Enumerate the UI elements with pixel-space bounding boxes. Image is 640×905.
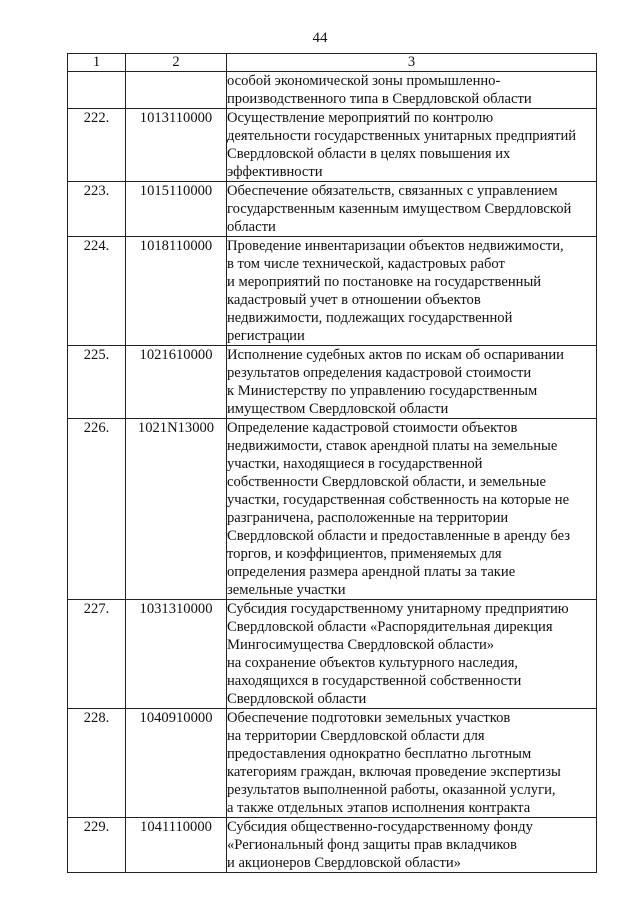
column-header-3: 3 bbox=[227, 54, 597, 72]
description-line: Обеспечение обязательств, связанных с управлением bbox=[227, 183, 558, 199]
description-line: участки, находящиеся в государственной bbox=[227, 456, 483, 472]
table-row bbox=[68, 72, 597, 109]
description-line: к Министерству по управлению государственным bbox=[227, 383, 538, 399]
description-line: недвижимости, подлежащих государственной bbox=[227, 310, 513, 326]
description-line: собственности Свердловской области, и земельные bbox=[227, 474, 546, 490]
budget-code: 1015110000 bbox=[126, 182, 227, 237]
description-line: результатов выполненной работы, оказанной услуги, bbox=[227, 782, 556, 798]
item-description bbox=[227, 419, 597, 600]
description-line: Свердловской области в целях повышения их bbox=[227, 146, 511, 162]
budget-code: 1018110000 bbox=[126, 237, 227, 346]
description-line: особой экономической зоны промышленно- bbox=[227, 73, 501, 89]
table-row bbox=[68, 709, 597, 818]
item-description bbox=[227, 109, 597, 182]
budget-code: 1031310000 bbox=[126, 600, 227, 709]
column-header-2: 2 bbox=[126, 54, 227, 72]
budget-code: 1040910000 bbox=[126, 709, 227, 818]
budget-code: 1021610000 bbox=[126, 346, 227, 419]
row-number: 223. bbox=[68, 182, 126, 237]
description-line: на сохранение объектов культурного наследия, bbox=[227, 655, 519, 671]
table-body bbox=[68, 72, 597, 873]
page-number: 44 bbox=[312, 30, 328, 46]
table-header-row bbox=[68, 54, 597, 72]
description-line: Осуществление мероприятий по контролю bbox=[227, 110, 494, 126]
row-number: 228. bbox=[68, 709, 126, 818]
description-line: Определение кадастровой стоимости объектов bbox=[227, 420, 518, 436]
description-line: недвижимости, ставок арендной платы на земельные bbox=[227, 438, 558, 454]
description-line: имуществом Свердловской области bbox=[227, 401, 449, 417]
row-number: 229. bbox=[68, 818, 126, 873]
description-line: кадастровый учет в отношении объектов bbox=[227, 292, 481, 308]
row-number bbox=[68, 72, 126, 109]
row-number: 225. bbox=[68, 346, 126, 419]
description-line: предоставления однократно бесплатно льготным bbox=[227, 746, 532, 762]
description-line: а также отдельных этапов исполнения контракта bbox=[227, 800, 531, 816]
description-line: Проведение инвентаризации объектов недвижимости, bbox=[227, 238, 564, 254]
description-line: Мингосимущества Свердловской области» bbox=[227, 637, 495, 653]
description-line: определения размера арендной платы за такие bbox=[227, 564, 516, 580]
table-row bbox=[68, 818, 597, 873]
description-line: разграничена, расположенные на территории bbox=[227, 510, 509, 526]
budget-code: 1013110000 bbox=[126, 109, 227, 182]
description-line: результатов определения кадастровой стоимости bbox=[227, 365, 532, 381]
description-line: участки, государственная собственность на которые не bbox=[227, 492, 570, 508]
description-line: области bbox=[227, 219, 276, 235]
description-line: деятельности государственных унитарных предприятий bbox=[227, 128, 577, 144]
table-row bbox=[68, 346, 597, 419]
description-line: и акционеров Свердловской области» bbox=[227, 855, 461, 871]
table-row bbox=[68, 237, 597, 346]
item-description bbox=[227, 182, 597, 237]
row-number: 227. bbox=[68, 600, 126, 709]
description-line: торгов, и коэффициентов, применяемых для bbox=[227, 546, 502, 562]
description-line: эффективности bbox=[227, 164, 323, 180]
item-description bbox=[227, 600, 597, 709]
table-row bbox=[68, 600, 597, 709]
description-line: регистрации bbox=[227, 328, 305, 344]
description-line: Свердловской области bbox=[227, 691, 367, 707]
row-number: 224. bbox=[68, 237, 126, 346]
description-line: Обеспечение подготовки земельных участков bbox=[227, 710, 511, 726]
row-number: 226. bbox=[68, 419, 126, 600]
budget-code: 1041110000 bbox=[126, 818, 227, 873]
description-line: на территории Свердловской области для bbox=[227, 728, 485, 744]
description-line: в том числе технической, кадастровых работ bbox=[227, 256, 505, 272]
description-line: Свердловской области и предоставленные в аренду без bbox=[227, 528, 571, 544]
description-line: Исполнение судебных актов по искам об оспаривании bbox=[227, 347, 564, 363]
description-line: Субсидия общественно-государственному фонду bbox=[227, 819, 533, 835]
item-description bbox=[227, 237, 597, 346]
description-line: и мероприятий по постановке на государственный bbox=[227, 274, 542, 290]
description-line: производственного типа в Свердловской области bbox=[227, 91, 532, 107]
description-line: государственным казенным имуществом Свердловской bbox=[227, 201, 572, 217]
budget-code: 1021N13000 bbox=[126, 419, 227, 600]
description-line: категориям граждан, включая проведение экспертизы bbox=[227, 764, 561, 780]
description-line: Субсидия государственному унитарному предприятию bbox=[227, 601, 569, 617]
budget-items-table bbox=[67, 53, 597, 873]
table-row bbox=[68, 182, 597, 237]
budget-code bbox=[126, 72, 227, 109]
description-line: «Региональный фонд защиты прав вкладчиков bbox=[227, 837, 517, 853]
item-description bbox=[227, 72, 597, 109]
description-line: земельные участки bbox=[227, 582, 346, 598]
table-row bbox=[68, 419, 597, 600]
item-description bbox=[227, 818, 597, 873]
description-line: Свердловской области «Распорядительная дирекция bbox=[227, 619, 553, 635]
column-header-1: 1 bbox=[68, 54, 126, 72]
row-number: 222. bbox=[68, 109, 126, 182]
item-description bbox=[227, 346, 597, 419]
table-row bbox=[68, 109, 597, 182]
description-line: находящихся в государственной собственности bbox=[227, 673, 522, 689]
item-description bbox=[227, 709, 597, 818]
